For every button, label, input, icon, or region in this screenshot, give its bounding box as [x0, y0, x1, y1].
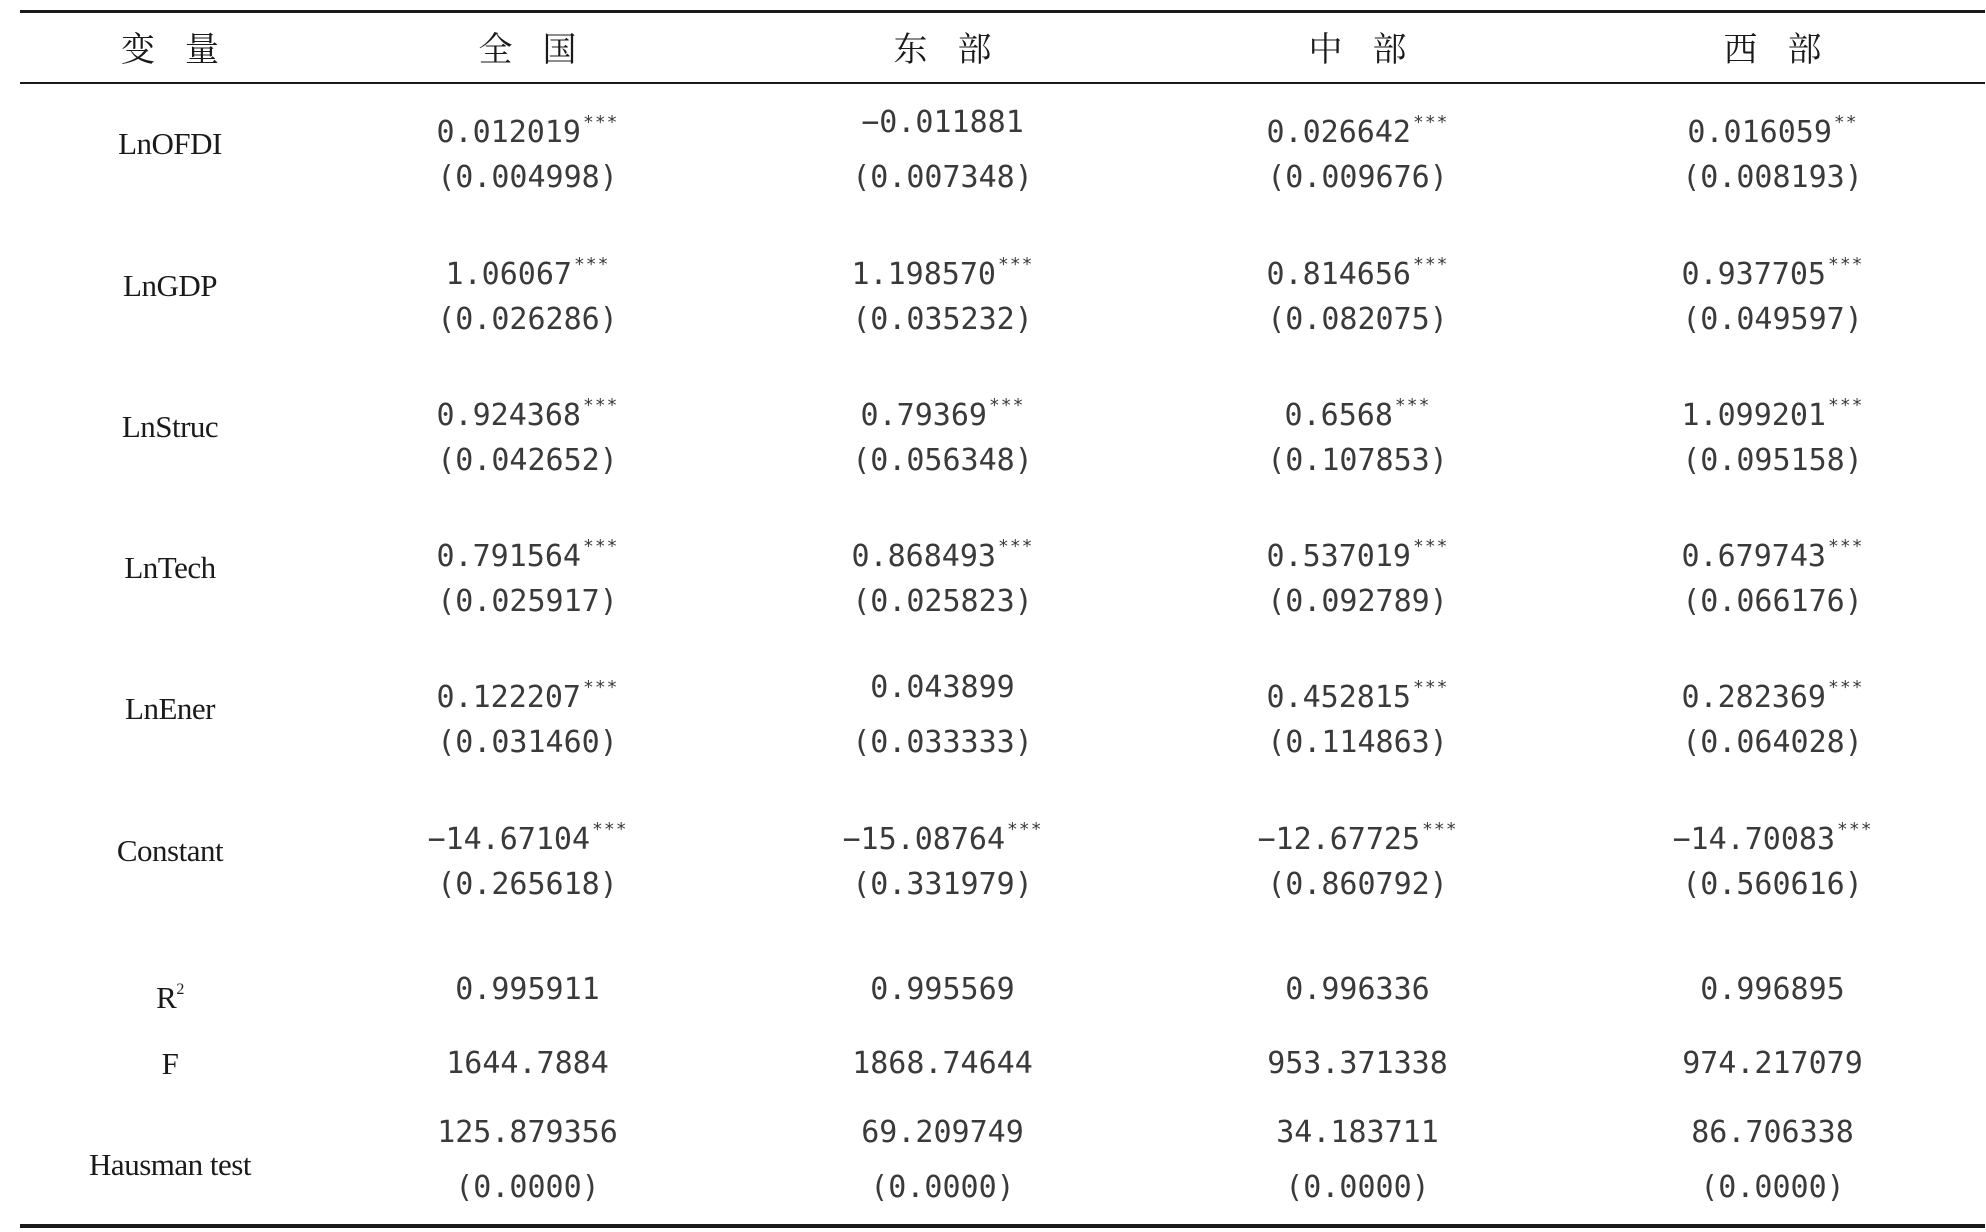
hausman-p-value: (0.0000)	[1700, 1170, 1845, 1205]
significance-stars: ***	[1827, 536, 1864, 557]
row-label: LnStruc	[121, 409, 219, 444]
standard-error: (0.082075)	[1267, 302, 1448, 337]
cell-national	[320, 522, 735, 652]
coefficient	[320, 805, 735, 855]
table-row	[20, 381, 1985, 511]
standard-error: (0.860792)	[1267, 867, 1448, 902]
coefficient	[1150, 98, 1565, 148]
coefficient-value: 0.79369	[860, 398, 987, 433]
significance-stars: ***	[582, 536, 619, 557]
coefficient-value: 0.012019	[436, 115, 581, 150]
cell-central	[1150, 240, 1565, 370]
cell-national	[320, 1108, 735, 1218]
standard-error: (0.008193)	[1682, 160, 1863, 195]
hausman-p-value: (0.0000)	[1285, 1170, 1430, 1205]
significance-stars: ***	[1827, 395, 1864, 416]
table-row	[20, 805, 1985, 935]
row-label	[20, 960, 320, 1020]
standard-error: (0.107853)	[1267, 443, 1448, 478]
r-squared-value: 0.996895	[1700, 972, 1845, 1007]
coefficient-value: 0.452815	[1266, 680, 1411, 715]
header-variable: 变量	[121, 30, 249, 70]
standard-error: (0.035232)	[852, 302, 1033, 337]
cell-east	[735, 1034, 1150, 1094]
coefficient-value: 0.043899	[870, 670, 1015, 705]
hausman-value: 125.879356	[437, 1115, 618, 1150]
cell-central	[1150, 381, 1565, 511]
cell-east	[735, 1108, 1150, 1218]
coefficient-value: 1.198570	[851, 257, 996, 292]
header-east: 东部	[893, 30, 1022, 70]
significance-stars: ***	[1837, 819, 1873, 840]
standard-error: (0.025917)	[437, 584, 618, 619]
standard-error: (0.031460)	[437, 725, 618, 760]
header-west: 西部	[1723, 30, 1852, 70]
cell-east	[735, 240, 1150, 370]
cell-west	[1565, 805, 1980, 935]
coefficient-value: 0.6568	[1284, 398, 1393, 433]
cell-west	[1565, 522, 1980, 652]
coefficient	[1565, 805, 1980, 855]
significance-stars: ***	[1827, 677, 1864, 698]
cell-central	[1150, 1108, 1565, 1218]
r-squared-value: 0.995911	[455, 972, 600, 1007]
coefficient	[320, 240, 735, 290]
bottom-rule	[20, 1224, 1985, 1228]
cell-east	[735, 663, 1150, 793]
significance-stars: ***	[582, 395, 619, 416]
coefficient	[1565, 240, 1980, 290]
cell-central	[1150, 98, 1565, 228]
significance-stars: ***	[1827, 254, 1864, 275]
significance-stars: ***	[1422, 819, 1458, 840]
standard-error: (0.095158)	[1682, 443, 1863, 478]
coefficient	[735, 98, 1150, 148]
coefficient-value: −0.011881	[861, 105, 1024, 140]
row-label: LnTech	[124, 550, 216, 585]
coefficient	[735, 240, 1150, 290]
hausman-p-value: (0.0000)	[870, 1170, 1015, 1205]
table-row	[20, 240, 1985, 370]
standard-error: (0.560616)	[1682, 867, 1863, 902]
coefficient	[1150, 663, 1565, 713]
standard-error: (0.033333)	[852, 725, 1033, 760]
significance-stars: ***	[582, 112, 619, 133]
significance-stars: ***	[582, 677, 619, 698]
standard-error: (0.331979)	[852, 867, 1033, 902]
cell-west	[1565, 663, 1980, 793]
row-label: LnEner	[125, 691, 215, 726]
cell-national	[320, 805, 735, 935]
f-stat-value: 1644.7884	[446, 1046, 609, 1081]
significance-stars: ***	[988, 395, 1025, 416]
cell-central	[1150, 522, 1565, 652]
standard-error: (0.042652)	[437, 443, 618, 478]
cell-national	[320, 1034, 735, 1094]
standard-error: (0.056348)	[852, 443, 1033, 478]
coefficient	[1565, 522, 1980, 572]
coefficient-value: 0.282369	[1681, 680, 1826, 715]
cell-central	[1150, 1034, 1565, 1094]
coefficient-value: −12.67725	[1257, 822, 1421, 857]
f-stat-value: 974.217079	[1682, 1046, 1863, 1081]
coefficient	[1150, 240, 1565, 290]
coefficient-value: −14.67104	[427, 822, 591, 857]
cell-east	[735, 522, 1150, 652]
coefficient-value: 0.924368	[436, 398, 581, 433]
standard-error: (0.066176)	[1682, 584, 1863, 619]
cell-west	[1565, 98, 1980, 228]
coefficient-value: 0.537019	[1266, 539, 1411, 574]
row-label: Constant	[116, 833, 224, 868]
coefficient	[735, 522, 1150, 572]
standard-error: (0.009676)	[1267, 160, 1448, 195]
coefficient-value: 0.791564	[436, 539, 581, 574]
standard-error: (0.049597)	[1682, 302, 1863, 337]
coefficient-value: 0.868493	[851, 539, 996, 574]
table-row	[20, 98, 1985, 228]
significance-stars: **	[1833, 112, 1858, 133]
coefficient-value: 0.026642	[1266, 115, 1411, 150]
standard-error: (0.026286)	[437, 302, 618, 337]
standard-error: (0.004998)	[437, 160, 618, 195]
r-squared-label: R	[156, 980, 177, 1015]
coefficient	[320, 522, 735, 572]
hausman-value: 69.209749	[861, 1115, 1024, 1150]
f-stat-value: 953.371338	[1267, 1046, 1448, 1081]
r-squared-row	[20, 960, 1985, 1020]
cell-national	[320, 381, 735, 511]
cell-central	[1150, 805, 1565, 935]
significance-stars: ***	[997, 536, 1034, 557]
significance-stars: ***	[1412, 677, 1449, 698]
standard-error: (0.007348)	[852, 160, 1033, 195]
standard-error: (0.265618)	[437, 867, 618, 902]
cell-west	[1565, 1108, 1980, 1218]
coefficient	[735, 381, 1150, 431]
header-central: 中部	[1308, 30, 1437, 70]
coefficient	[1150, 805, 1565, 855]
coefficient-value: 0.814656	[1266, 257, 1411, 292]
cell-east	[735, 381, 1150, 511]
row-label: Hausman test	[89, 1147, 251, 1182]
coefficient-value: 1.06067	[445, 257, 572, 292]
cell-central	[1150, 663, 1565, 793]
coefficient-value: 1.099201	[1681, 398, 1826, 433]
f-stat-row	[20, 1034, 1985, 1094]
cell-east	[735, 805, 1150, 935]
significance-stars: ***	[592, 819, 628, 840]
cell-national	[320, 663, 735, 793]
cell-west	[1565, 240, 1980, 370]
significance-stars: ***	[1412, 254, 1449, 275]
significance-stars: ***	[573, 254, 610, 275]
hausman-value: 86.706338	[1691, 1115, 1854, 1150]
table-row	[20, 663, 1985, 793]
coefficient	[1565, 98, 1980, 148]
cell-national	[320, 98, 735, 228]
header-national: 全国	[478, 30, 607, 70]
coefficient-value: 0.122207	[436, 680, 581, 715]
cell-east	[735, 98, 1150, 228]
hausman-row	[20, 1108, 1985, 1218]
hausman-p-value: (0.0000)	[455, 1170, 600, 1205]
header-rule	[20, 82, 1985, 84]
coefficient-value: 0.016059	[1687, 115, 1832, 150]
r-squared-value: 0.995569	[870, 972, 1015, 1007]
standard-error: (0.025823)	[852, 584, 1033, 619]
coefficient	[735, 805, 1150, 855]
cell-west	[1565, 1034, 1980, 1094]
standard-error: (0.092789)	[1267, 584, 1448, 619]
coefficient	[320, 663, 735, 713]
cell-west	[1565, 381, 1980, 511]
coefficient	[1565, 663, 1980, 713]
coefficient	[320, 98, 735, 148]
coefficient	[320, 381, 735, 431]
coefficient	[1150, 522, 1565, 572]
significance-stars: ***	[1412, 112, 1449, 133]
coefficient	[735, 663, 1150, 713]
r-squared-value: 0.996336	[1285, 972, 1430, 1007]
coefficient-value: −14.70083	[1672, 822, 1836, 857]
regression-table	[20, 0, 1985, 1232]
header-row	[20, 13, 1985, 82]
standard-error: (0.064028)	[1682, 725, 1863, 760]
cell-national	[320, 240, 735, 370]
significance-stars: ***	[1394, 395, 1431, 416]
r-squared-superscript: 2	[176, 981, 184, 998]
f-stat-value: 1868.74644	[852, 1046, 1033, 1081]
cell-national	[320, 960, 735, 1020]
significance-stars: ***	[997, 254, 1034, 275]
row-label: F	[161, 1046, 179, 1081]
table-row	[20, 522, 1985, 652]
row-label: LnOFDI	[118, 126, 222, 161]
cell-east	[735, 960, 1150, 1020]
hausman-value: 34.183711	[1276, 1115, 1439, 1150]
cell-central	[1150, 960, 1565, 1020]
coefficient-value: −15.08764	[842, 822, 1006, 857]
cell-west	[1565, 960, 1980, 1020]
coefficient-value: 0.679743	[1681, 539, 1826, 574]
coefficient	[1565, 381, 1980, 431]
significance-stars: ***	[1007, 819, 1043, 840]
coefficient-value: 0.937705	[1681, 257, 1826, 292]
standard-error: (0.114863)	[1267, 725, 1448, 760]
coefficient	[1150, 381, 1565, 431]
significance-stars: ***	[1412, 536, 1449, 557]
row-label: LnGDP	[123, 268, 217, 303]
